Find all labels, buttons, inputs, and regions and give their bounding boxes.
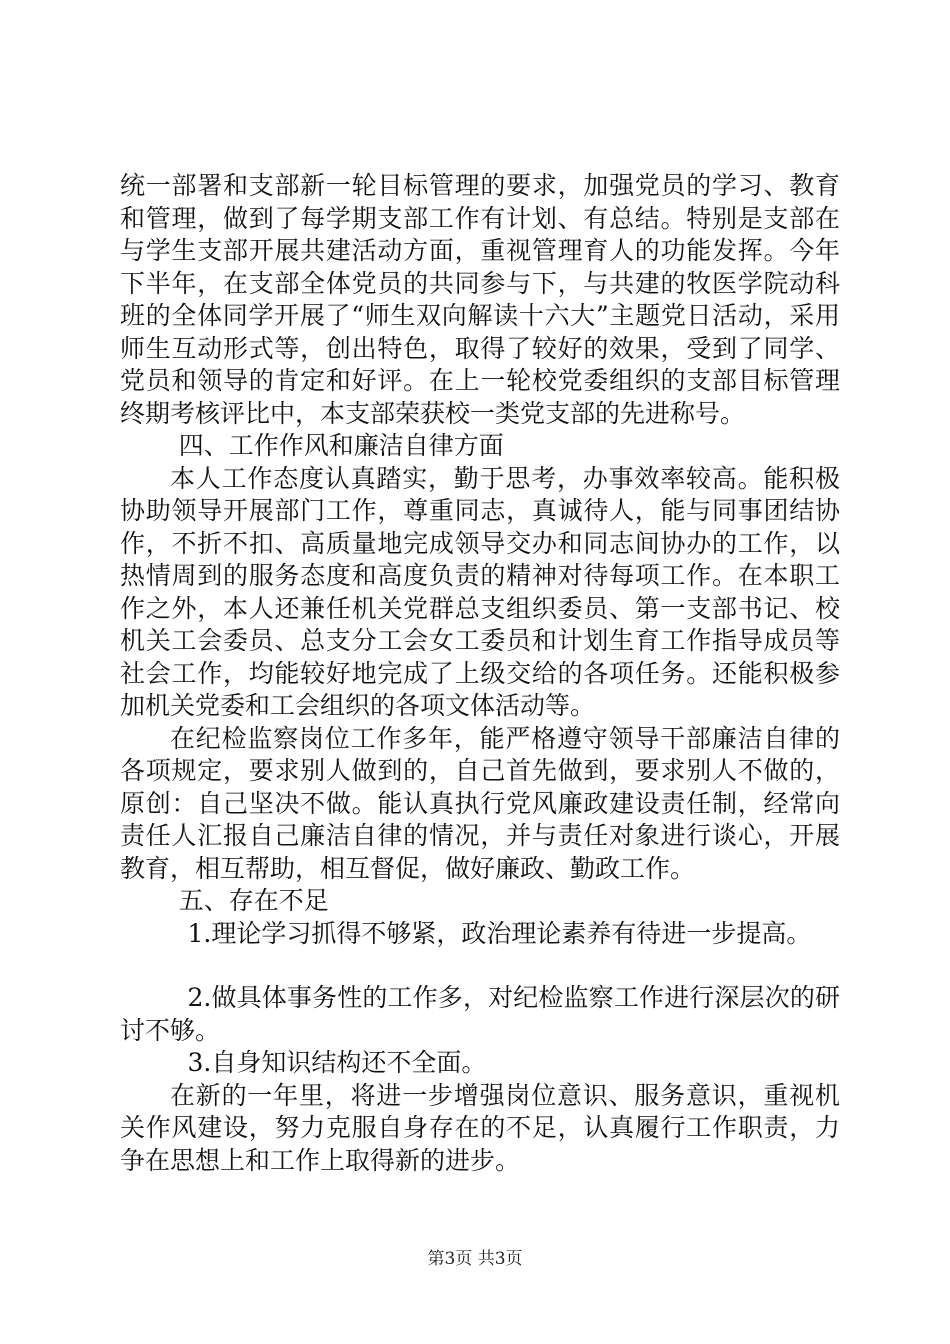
paragraph-party-branch-work: 统一部署和支部新一轮目标管理的要求，加强党员的学习、教育和管理，做到了每学期支部工作有计划、有总结。特别是支部在与学生支部开展共建活动方面，重视管理育人的功能发挥。今年下半年，在支部全体党员的共同参与下，与共建的牧医学院动科班的全体同学开展了“师生双向解读十六大”主题党日活动，采用师生互动形式等，创出特色，取得了较好的效果，受到了同学、党员和领导的肯定和好评。在上一轮校党委组织的支部目标管理终期考核评比中，本支部荣获校一类党支部的先进称号。 bbox=[120, 171, 840, 428]
section-heading-work-style: 四、工作作风和廉洁自律方面 bbox=[178, 431, 504, 460]
shortcoming-item-1: 1.理论学习抓得不够紧，政治理论素养有待进一步提高。 bbox=[187, 918, 812, 948]
blank-line bbox=[120, 950, 840, 982]
paragraph-work-attitude: 本人工作态度认真踏实，勤于思考，办事效率较高。能积极协助领导开展部门工作，尊重同志，真诚待人，能与同事团结协作，不折不扣、高质量地完成领导交办和同志间协办的工作，以热情周到的服务态度和高度负责的精神对待每项工作。在本职工作之外，本人还兼任机关党群总支组织委员、第一支部书记、校机关工会委员、总支分工会女工委员和计划生育工作指导成员等社会工作，均能较好地完成了上级交给的各项任务。还能积极参加机关党委和工会组织的各项文体活动等。 bbox=[120, 463, 840, 720]
section-heading-shortcomings: 五、存在不足 bbox=[178, 886, 329, 915]
page-number-footer: 第3页 共3页 bbox=[427, 1249, 523, 1269]
shortcoming-item-3: 3.自身知识结构还不全面。 bbox=[187, 1048, 487, 1077]
paragraph-integrity: 在纪检监察岗位工作多年，能严格遵守领导干部廉洁自律的各项规定，要求别人做到的，自己首先做到，要求别人不做的，原创：自己坚决不做。能认真执行党风廉政建设责任制，经常向责任人汇报自己廉洁自律的情况，并与责任对象进行谈心，开展教育，相互帮助，相互督促，做好廉政、勤政工作。 bbox=[120, 723, 840, 883]
shortcoming-item-2: 2.做具体事务性的工作多，对纪检监察工作进行深层次的研讨不够。 bbox=[120, 983, 840, 1045]
document-body bbox=[120, 170, 840, 1177]
paragraph-new-year-plan: 在新的一年里，将进一步增强岗位意识、服务意识，重视机关作风建设，努力克服自身存在的不足，认真履行工作职责，力争在思想上和工作上取得新的进步。 bbox=[120, 1080, 840, 1175]
